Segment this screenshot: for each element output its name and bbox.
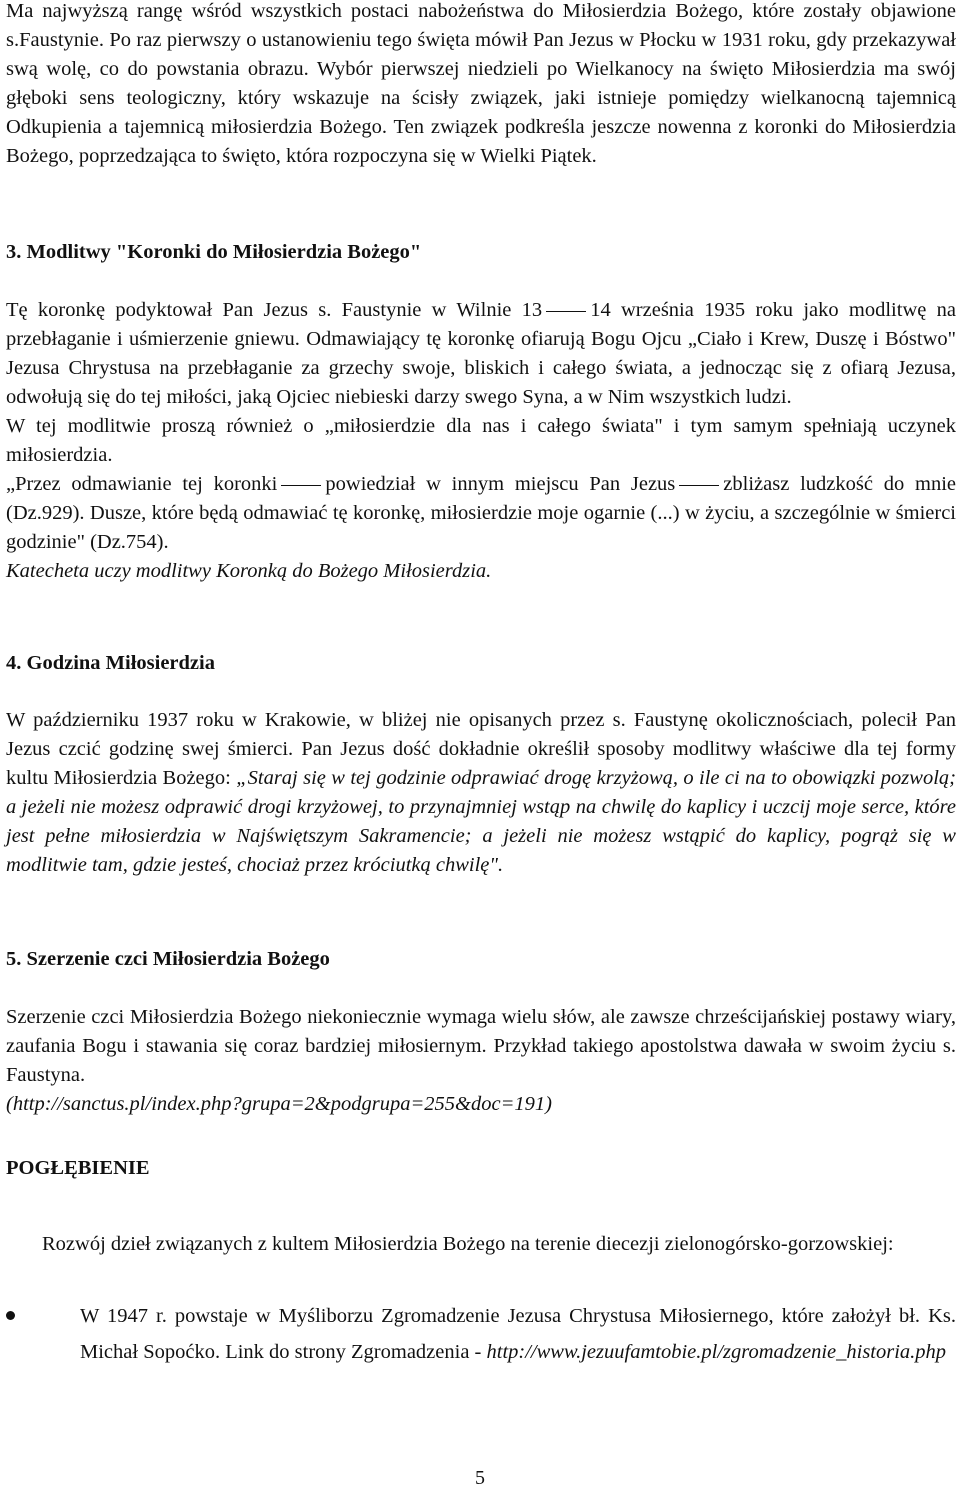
section3-paragraph-4: Katecheta uczy modlitwy Koronką do Bożego Miłosierdzia.: [6, 560, 492, 582]
section3-p3-start: „Przez odmawianie tej koronki: [6, 473, 278, 495]
section3-paragraph-2: W tej modlitwie proszą również o „miłosierdzie dla nas i całego świata" i tym samym spełniają uczynek miłosierdzia.: [6, 415, 956, 466]
section3-paragraph-1: [6, 296, 956, 412]
intro-paragraph: Ma najwyższą rangę wśród wszystkich postaci nabożeństwa do Miłosierdzia Bożego, które zostały objawione s.Faustynie. Po raz pierwszy o ustanowieniu tego święta mówił Pan Jezus w Płocku w 1931 roku, gdy przekazywał swą wolę, co do powstania obrazu. Wybór pierwszej niedzieli po Wielkanocy na święto Miłosierdzia ma swój głęboki sens teologiczny, który wskazuje na ścisły związek, jaki istnieje pomiędzy wielkanocną tajemnicą Odkupienia a tajemnicą miłosierdzia Bożego. Ten związek podkreśla jeszcze nowenna z koronki do Miłosierdzia Bożego, poprzedzająca to święto, która rozpoczyna się w Wielki Piątek.: [6, 0, 956, 167]
section3-paragraph-3: [6, 470, 956, 557]
section4-p1-plain: W październiku 1937 roku w Krakowie, w bliżej nie opisanych przez s. Faustynę okolicznościach, polecił Pan Jezus czcić godzinę swej śmierci. Pan Jezus dość dokładnie określił sposoby modlitwy właściwe dla tej formy kultu Miłosierdzia Bożego:: [6, 709, 956, 789]
bullet-icon: [6, 1311, 15, 1320]
section3-p1-end: 14 września 1935 roku jako modlitwę na przebłaganie i uśmierzenie gniewu. Odmawiający tę koronkę ofiarują Bogu Ojcu „Ciało i Krew, Duszę i Bóstwo" Jezusa Chrystusa na przebłaganie za grzechy swoje, bliskich i całego świata, a jednocząc się z ofiarą Jezusa, odwołują się do tej miłości, jaką Ojciec niebieski darzy swego Syna, a w Nim wszystkich ludzi.: [6, 299, 957, 408]
section3-p1-start: Tę koronkę podyktował Pan Jezus s. Faustynie w Wilnie 13: [6, 299, 543, 321]
zgromadzenie-link[interactable]: http://www.jezuufamtobie.pl/zgromadzenie_historia.php: [486, 1341, 947, 1363]
deepening-heading: POGŁĘBIENIE: [6, 1157, 150, 1179]
section4-p1-quote: „Staraj się w tej godzinie odprawiać drogę krzyżową, o ile ci na to obowiązki pozwolą; a jeżeli nie możesz odprawić drogi krzyżowej, to przynajmniej wstąp na chwilę do kaplicy i uczcij moje serce, które jest pełne miłosierdzia w Najświętszym Sakramencie; a jeżeli nie możesz wstąpić do kaplicy, pogrąż się w modlitwie tam, gdzie jesteś, chociaż przez króciutką chwilę".: [6, 767, 956, 876]
section3-p3-end: zbliżasz ludzkość do mnie (Dz.929). Dusze, które będą odmawiać tę koronkę, miłosierdzie moje ogarnie (...) w życiu, a szczególnie w śmierci godzinie" (Dz.754).: [6, 473, 956, 553]
section5-body: [6, 1003, 956, 1119]
em-dash: [281, 485, 321, 486]
section5-paragraph: Szerzenie czci Miłosierdzia Bożego niekoniecznie wymaga wielu słów, ale zawsze chrześcijańskiej postawy wiary, zaufania Bogu i stawania się coraz bardziej miłosiernym. Przykład takiego apostolstwa dawała w swoim życiu s. Faustyna.: [6, 1006, 956, 1086]
section5-heading: 5. Szerzenie czci Miłosierdzia Bożego: [6, 948, 330, 970]
section5-source: (http://sanctus.pl/index.php?grupa=2&podgrupa=255&doc=191): [6, 1093, 552, 1115]
page-number: 5: [475, 1467, 485, 1489]
section4-paragraph: [6, 706, 956, 880]
bullet-text: W 1947 r. powstaje w Myśliborzu Zgromadzenie Jezusa Chrystusa Miłosiernego, które założył bł. Ks. Michał Sopoćko. Link do strony Zgromadzenia -: [80, 1305, 956, 1363]
section3-body: [6, 296, 956, 586]
list-item: [6, 1298, 956, 1370]
em-dash: [546, 311, 586, 312]
section3-p3-middle: powiedział w innym miejscu Pan Jezus: [325, 473, 676, 495]
deepening-bullet-list: [6, 1298, 956, 1370]
deepening-intro: [6, 1226, 956, 1262]
section4-heading: 4. Godzina Miłosierdzia: [6, 652, 215, 674]
em-dash: [679, 485, 719, 486]
deepening-intro-text: Rozwój dzieł związanych z kultem Miłosierdzia Bożego na terenie diecezji zielonogórsko-gorzowskiej:: [42, 1233, 894, 1255]
section3-heading: 3. Modlitwy "Koronki do Miłosierdzia Bożego": [6, 241, 422, 263]
